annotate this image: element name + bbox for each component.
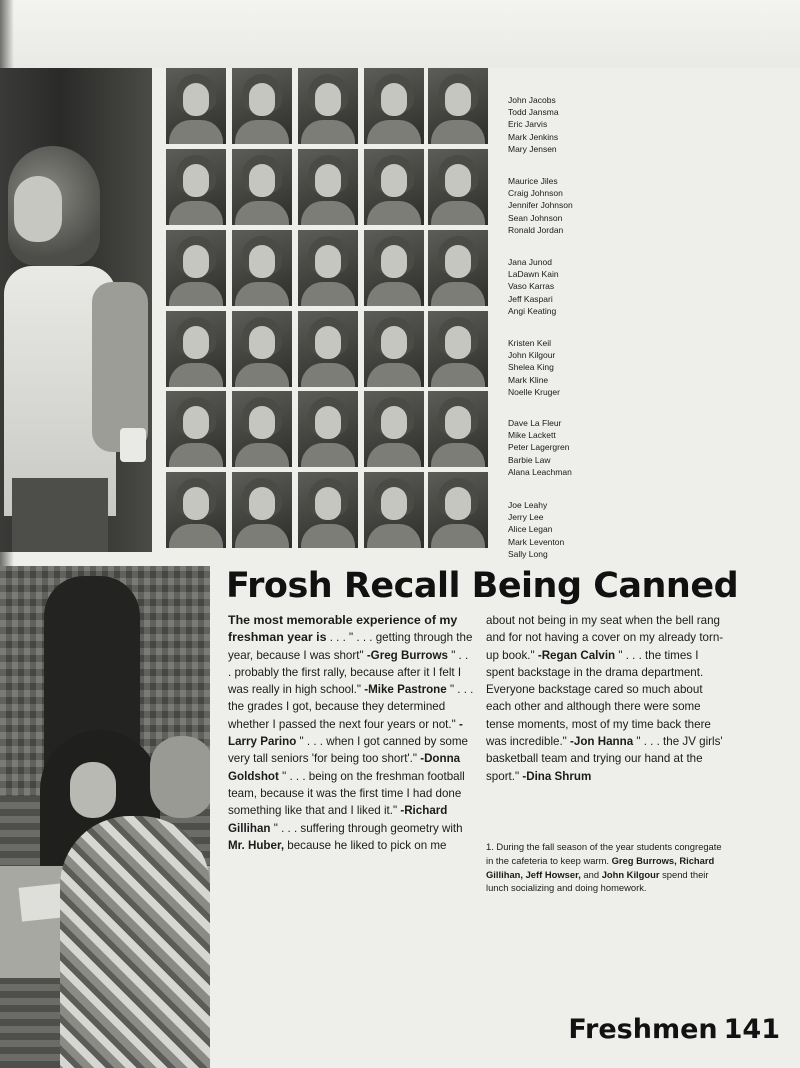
student-portrait xyxy=(364,149,424,225)
student-portrait xyxy=(428,472,488,548)
student-portrait xyxy=(298,311,358,387)
student-name: Mary Jensen xyxy=(508,143,557,154)
text-run: " . . . probably the first rally, because after it I felt I was really in high school." xyxy=(228,648,469,697)
student-portrait xyxy=(298,68,358,144)
bold-run: John Kilgour xyxy=(601,868,660,880)
bold-run: -Jon Hanna xyxy=(570,735,634,749)
story-column-2 xyxy=(486,612,730,785)
student-name: Craig Johnson xyxy=(508,188,563,199)
bold-run: -Richard Gillihan xyxy=(228,804,448,835)
top-margin xyxy=(0,0,800,68)
story-headline: Frosh Recall Being Canned xyxy=(226,566,739,606)
portrait-row xyxy=(166,472,490,548)
text-run: 1. During the fall season of the year students congregate in the cafeteria to keep warm. xyxy=(486,841,722,866)
student-name: Sean Johnson xyxy=(508,212,563,223)
text-run: " . . . the JV girls' basketball team and trying our hand at the sport." xyxy=(486,735,723,783)
text-run: about not being in my seat when the bell rang and for not having a cover on my already torn-up book." xyxy=(486,614,724,662)
student-portrait xyxy=(232,311,292,387)
portrait-row xyxy=(166,68,490,144)
text-run: " . . . suffering through geometry with xyxy=(270,821,463,835)
text-run: spend their lunch socializing and doing homework. xyxy=(486,868,709,894)
student-portrait xyxy=(298,230,358,306)
student-name: Todd Jansma xyxy=(508,107,559,118)
student-portrait xyxy=(232,230,292,306)
student-portrait xyxy=(428,311,488,387)
student-name: Jeff Kaspari xyxy=(508,293,553,304)
student-name: Peter Lagergren xyxy=(508,442,570,453)
student-portrait xyxy=(298,391,358,467)
bold-run: The most memorable experience of my freshman year is xyxy=(228,613,458,645)
portrait-row xyxy=(166,311,490,387)
portrait-grid xyxy=(166,68,490,556)
photo-caption xyxy=(486,840,730,895)
bold-run: Greg Burrows, Richard Gillihan, Jeff Howser, xyxy=(486,854,715,880)
bold-run: -Donna Goldshot xyxy=(228,752,461,783)
student-name: Noelle Kruger xyxy=(508,386,560,397)
student-portrait xyxy=(298,149,358,225)
student-portrait xyxy=(364,391,424,467)
folio-section: Freshmen xyxy=(568,1014,718,1045)
cafeteria-photo xyxy=(0,566,210,1068)
student-name: Kristen Keil xyxy=(508,338,551,348)
student-name: Mike Lackett xyxy=(508,430,556,441)
story-column-1 xyxy=(228,612,474,854)
student-portrait xyxy=(364,230,424,306)
student-portrait xyxy=(364,311,424,387)
student-portrait xyxy=(428,68,488,144)
student-portrait xyxy=(232,68,292,144)
student-portrait xyxy=(428,230,488,306)
student-portrait xyxy=(232,391,292,467)
text-run: " . . . the grades I got, because they determined whether I passed the next four years or not." xyxy=(228,683,474,731)
name-list xyxy=(508,175,608,236)
bold-run: -Greg Burrows xyxy=(366,648,448,662)
student-portrait xyxy=(166,68,226,144)
student-portrait xyxy=(364,472,424,548)
text-run: because he liked to pick on me xyxy=(284,838,447,852)
student-name: Mark Jenkins xyxy=(508,131,559,142)
student-portrait xyxy=(166,311,226,387)
name-list xyxy=(508,499,608,560)
student-name: LaDawn Kain xyxy=(508,269,559,280)
student-portrait xyxy=(166,149,226,225)
text-run: " . . . the times I spent backstage in the drama department. Everyone backstage cared so much about each other and although there were some tense moments, most of my time back there was incredible." xyxy=(486,648,711,749)
bold-run: -Regan Calvin xyxy=(537,648,616,662)
student-name: Dave La Fleur xyxy=(508,418,562,428)
name-list xyxy=(508,256,608,317)
student-name: Barbie Law xyxy=(508,454,551,465)
name-list xyxy=(508,94,608,155)
student-portrait xyxy=(298,472,358,548)
page-folio xyxy=(568,1014,780,1045)
student-name: Ronald Jordan xyxy=(508,224,564,235)
student-portrait xyxy=(428,391,488,467)
student-portrait xyxy=(166,230,226,306)
candid-photo-girl xyxy=(0,68,152,552)
name-list xyxy=(508,417,608,478)
bold-run: -Dina Shrum xyxy=(522,769,592,783)
bold-run: -Mike Pastrone xyxy=(364,683,447,697)
student-name: Maurice Jiles xyxy=(508,176,558,186)
student-portrait xyxy=(232,149,292,225)
student-name: Alana Leachman xyxy=(508,466,572,477)
portrait-row xyxy=(166,230,490,306)
student-name: Vaso Karras xyxy=(508,281,555,292)
bold-run: Mr. Huber, xyxy=(228,838,285,852)
student-name: Sally Long xyxy=(508,548,548,559)
student-name: Angi Keating xyxy=(508,305,557,316)
bold-run: -Larry Parino xyxy=(228,717,463,749)
student-portrait xyxy=(232,472,292,548)
folio-page-number: 141 xyxy=(723,1014,780,1045)
student-portrait xyxy=(364,68,424,144)
text-run: " . . . when I got canned by some very tall seniors 'for being too short'." xyxy=(228,735,468,766)
student-name: Shelea King xyxy=(508,362,554,373)
text-run: . . . " . . . getting through the year, because I was short" xyxy=(228,631,473,662)
student-name: Joe Leahy xyxy=(508,500,548,510)
student-portrait xyxy=(428,149,488,225)
student-name: John Jacobs xyxy=(508,95,556,105)
student-name: Jerry Lee xyxy=(508,512,544,523)
student-name: Mark Leventon xyxy=(508,536,565,547)
student-name: Mark Kline xyxy=(508,374,549,385)
student-name: Eric Jarvis xyxy=(508,119,548,130)
student-portrait xyxy=(166,391,226,467)
student-name: Jennifer Johnson xyxy=(508,200,573,211)
portrait-row xyxy=(166,149,490,225)
portrait-row xyxy=(166,391,490,467)
student-name: John Kilgour xyxy=(508,350,556,361)
text-run: and xyxy=(580,868,602,880)
name-list xyxy=(508,337,608,398)
student-portrait xyxy=(166,472,226,548)
text-run: " . . . being on the freshman football team, because it was the first time I had done something like that and I liked it." xyxy=(228,769,465,818)
student-name: Jana Junod xyxy=(508,257,552,267)
student-name: Alice Legan xyxy=(508,524,553,535)
